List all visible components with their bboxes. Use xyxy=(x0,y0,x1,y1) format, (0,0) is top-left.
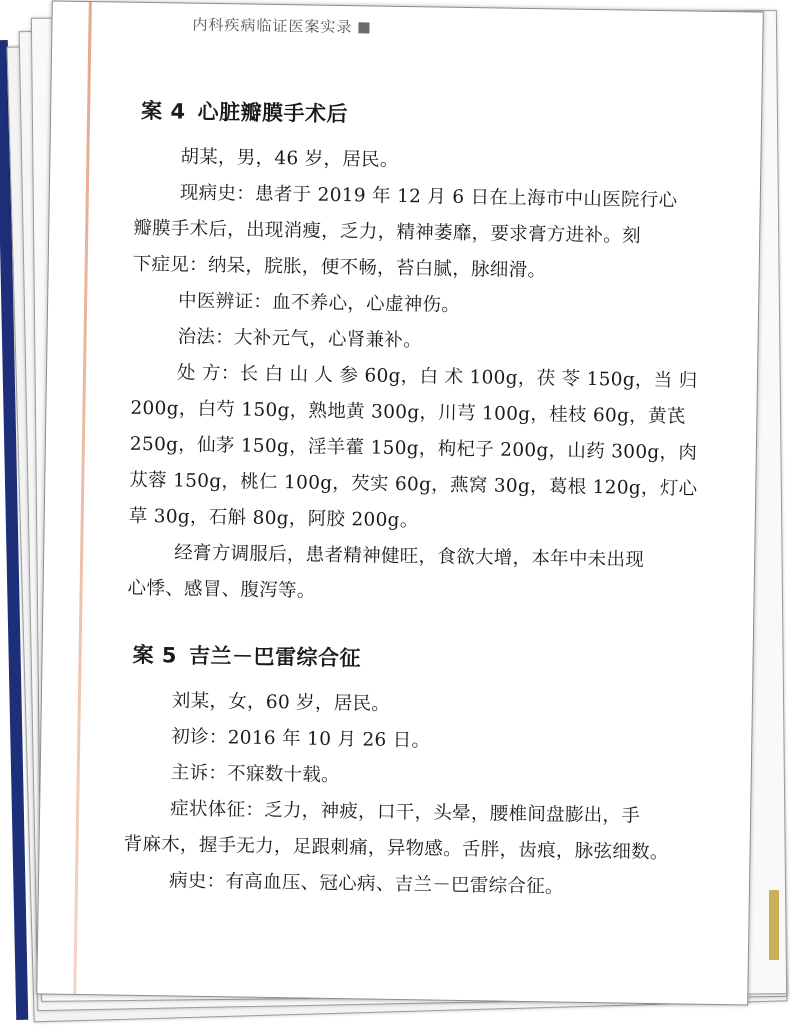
case-5-line: 症状体征：乏力，神疲，口干，头晕，腰椎间盘膨出，手 xyxy=(170,798,641,827)
case-5-number: 案 5 xyxy=(132,642,178,668)
case-4-line: 治法：大补元气，心肾兼补。 xyxy=(177,326,423,352)
case-5-title: 吉兰－巴雷综合征 xyxy=(188,643,362,671)
case-4-line: 苁蓉 150g，桃仁 100g，芡实 60g，燕窝 30g，葛根 120g，灯心 xyxy=(129,469,698,500)
header-marker-icon xyxy=(358,22,369,33)
case-4-line: 处 方：长 白 山 人 参 60g，白 术 100g，茯 苓 150g，当 归 xyxy=(176,362,698,392)
case-4-line: 瓣膜手术后，出现消瘦，乏力，精神萎靡，要求膏方进补。刻 xyxy=(133,217,641,247)
case-4-heading xyxy=(141,95,741,134)
case-4-line: 经膏方调服后，患者精神健旺，食欲大增，本年中未出现 xyxy=(174,542,645,571)
case-4-line: 250g，仙茅 150g，淫羊藿 150g，枸杞子 200g，山药 300g，肉 xyxy=(129,433,698,464)
case-5-heading xyxy=(132,639,732,678)
running-header-title: 内科疾病临证医案实录 xyxy=(192,15,353,37)
case-4-title: 心脏瓣膜手术后 xyxy=(197,99,349,127)
case-4-line: 现病史：患者于 2019 年 12 月 6 日在上海市中山医院行心 xyxy=(179,182,678,212)
page-content xyxy=(123,96,742,909)
page-margin-line xyxy=(73,2,92,994)
book-cover-edge-accent xyxy=(769,890,779,960)
case-5-line: 初诊：2016 年 10 月 26 日。 xyxy=(171,726,431,752)
case-4-line: 下症见：纳呆，脘胀，便不畅，苔白腻，脉细滑。 xyxy=(132,253,547,282)
case-5-line: 刘某，女，60 岁，居民。 xyxy=(171,690,391,715)
case-4-line: 中医辨证：血不养心，心虚神伤。 xyxy=(177,290,461,316)
running-header xyxy=(192,14,369,38)
case-4-line: 200g，白芍 150g，熟地黄 300g，川芎 100g，桂枝 60g，黄芪 xyxy=(130,397,686,428)
case-5-line: 病史：有高血压、冠心病、吉兰－巴雷综合征。 xyxy=(168,870,564,898)
case-5-line: 主诉：不寐数十载。 xyxy=(170,762,341,787)
document-page xyxy=(36,0,764,1005)
case-4-line: 心悸、感冒、腹泻等。 xyxy=(127,577,316,602)
case-4-line: 胡某，男，46 岁，居民。 xyxy=(180,146,399,171)
case-5-line: 背麻木，握手无力，足跟刺痛，异物感。舌胖，齿痕，脉弦细数。 xyxy=(123,833,669,864)
case-4-number: 案 4 xyxy=(140,98,186,124)
case-4-line: 草 30g，石斛 80g，阿胶 200g。 xyxy=(128,505,419,532)
